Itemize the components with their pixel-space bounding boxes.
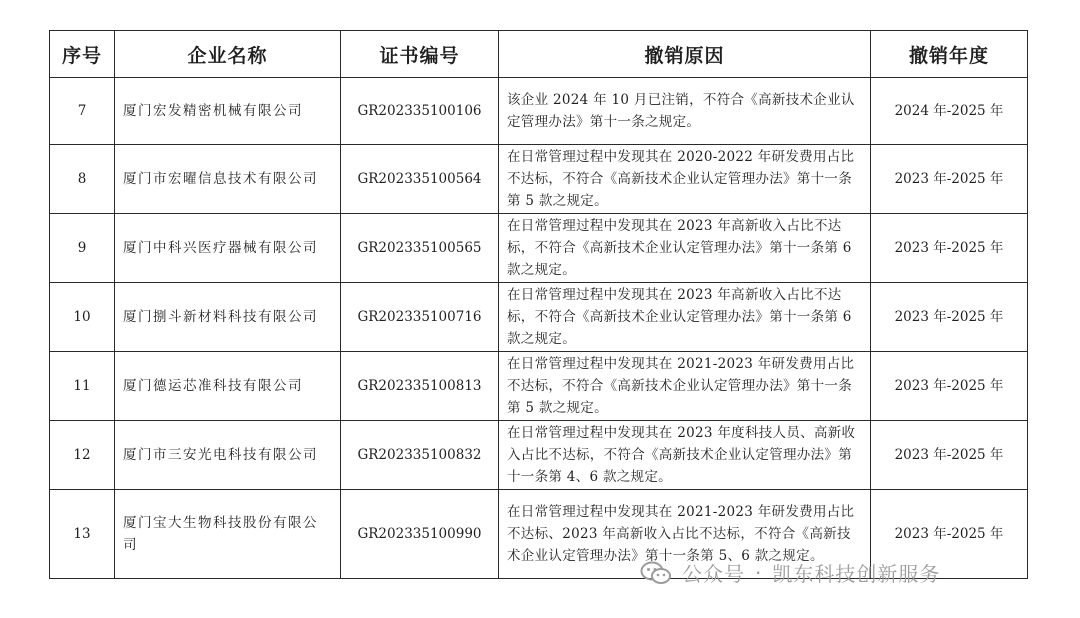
cell-index: 12	[50, 421, 115, 490]
cell-revocation-reason: 在日常管理过程中发现其在 2020-2022 年研发费用占比不达标，不符合《高新技术企业认定管理办法》第十一条第 5 款之规定。	[499, 145, 871, 214]
cell-revocation-reason: 在日常管理过程中发现其在 2021-2023 年研发费用占比不达标、2023 年高新收入占比不达标，不符合《高新技术企业认定管理办法》第十一条第 5、6 款之规定。	[499, 490, 871, 579]
cell-revocation-year: 2023 年-2025 年	[871, 214, 1028, 283]
header-row	[50, 31, 1028, 78]
header-certificate-no: 证书编号	[341, 31, 499, 78]
header-company-name: 企业名称	[115, 31, 341, 78]
cell-index: 10	[50, 283, 115, 352]
cell-certificate-no: GR202335100106	[341, 78, 499, 145]
cell-revocation-reason: 在日常管理过程中发现其在 2021-2023 年研发费用占比不达标，不符合《高新技术企业认定管理办法》第十一条第 5 款之规定。	[499, 352, 871, 421]
cell-company-name: 厦门捌斗新材料科技有限公司	[115, 283, 341, 352]
cell-index: 13	[50, 490, 115, 579]
header-revocation-reason: 撤销原因	[499, 31, 871, 78]
cell-certificate-no: GR202335100990	[341, 490, 499, 579]
cell-revocation-year: 2023 年-2025 年	[871, 490, 1028, 579]
cell-revocation-reason: 在日常管理过程中发现其在 2023 年度科技人员、高新收入占比不达标，不符合《高新技术企业认定管理办法》第十一条第 4、6 款之规定。	[499, 421, 871, 490]
cell-revocation-year: 2024 年-2025 年	[871, 78, 1028, 145]
cell-certificate-no: GR202335100716	[341, 283, 499, 352]
header-revocation-year: 撤销年度	[871, 31, 1028, 78]
cell-revocation-reason: 该企业 2024 年 10 月已注销，不符合《高新技术企业认定管理办法》第十一条之规定。	[499, 78, 871, 145]
cell-index: 9	[50, 214, 115, 283]
cell-index: 11	[50, 352, 115, 421]
table-row	[50, 421, 1028, 490]
revocation-table	[49, 30, 1028, 579]
table-head	[50, 31, 1028, 78]
cell-certificate-no: GR202335100813	[341, 352, 499, 421]
cell-company-name: 厦门宏发精密机械有限公司	[115, 78, 341, 145]
table-body	[50, 78, 1028, 579]
cell-index: 8	[50, 145, 115, 214]
table-row	[50, 214, 1028, 283]
cell-company-name: 厦门市三安光电科技有限公司	[115, 421, 341, 490]
cell-revocation-reason: 在日常管理过程中发现其在 2023 年高新收入占比不达标，不符合《高新技术企业认定管理办法》第十一条第 6 款之规定。	[499, 214, 871, 283]
watermark-account-name: 凯东科技创新服务	[772, 562, 941, 586]
cell-company-name: 厦门宝大生物科技股份有限公司	[115, 490, 341, 579]
cell-index: 7	[50, 78, 115, 145]
cell-company-name: 厦门德运芯准科技有限公司	[115, 352, 341, 421]
wechat-watermark	[640, 558, 940, 587]
wechat-icon	[640, 561, 672, 585]
cell-revocation-reason: 在日常管理过程中发现其在 2023 年高新收入占比不达标，不符合《高新技术企业认定管理办法》第十一条第 6 款之规定。	[499, 283, 871, 352]
table-row	[50, 145, 1028, 214]
cell-revocation-year: 2023 年-2025 年	[871, 283, 1028, 352]
cell-company-name: 厦门中科兴医疗器械有限公司	[115, 214, 341, 283]
cell-company-name: 厦门市宏曜信息技术有限公司	[115, 145, 341, 214]
table-row	[50, 283, 1028, 352]
header-index: 序号	[50, 31, 115, 78]
cell-revocation-year: 2023 年-2025 年	[871, 352, 1028, 421]
cell-certificate-no: GR202335100564	[341, 145, 499, 214]
cell-revocation-year: 2023 年-2025 年	[871, 145, 1028, 214]
cell-revocation-year: 2023 年-2025 年	[871, 421, 1028, 490]
cell-certificate-no: GR202335100832	[341, 421, 499, 490]
cell-certificate-no: GR202335100565	[341, 214, 499, 283]
table-row	[50, 352, 1028, 421]
watermark-prefix: 公众号	[682, 562, 745, 586]
watermark-separator: ·	[755, 560, 763, 585]
table-row	[50, 78, 1028, 145]
